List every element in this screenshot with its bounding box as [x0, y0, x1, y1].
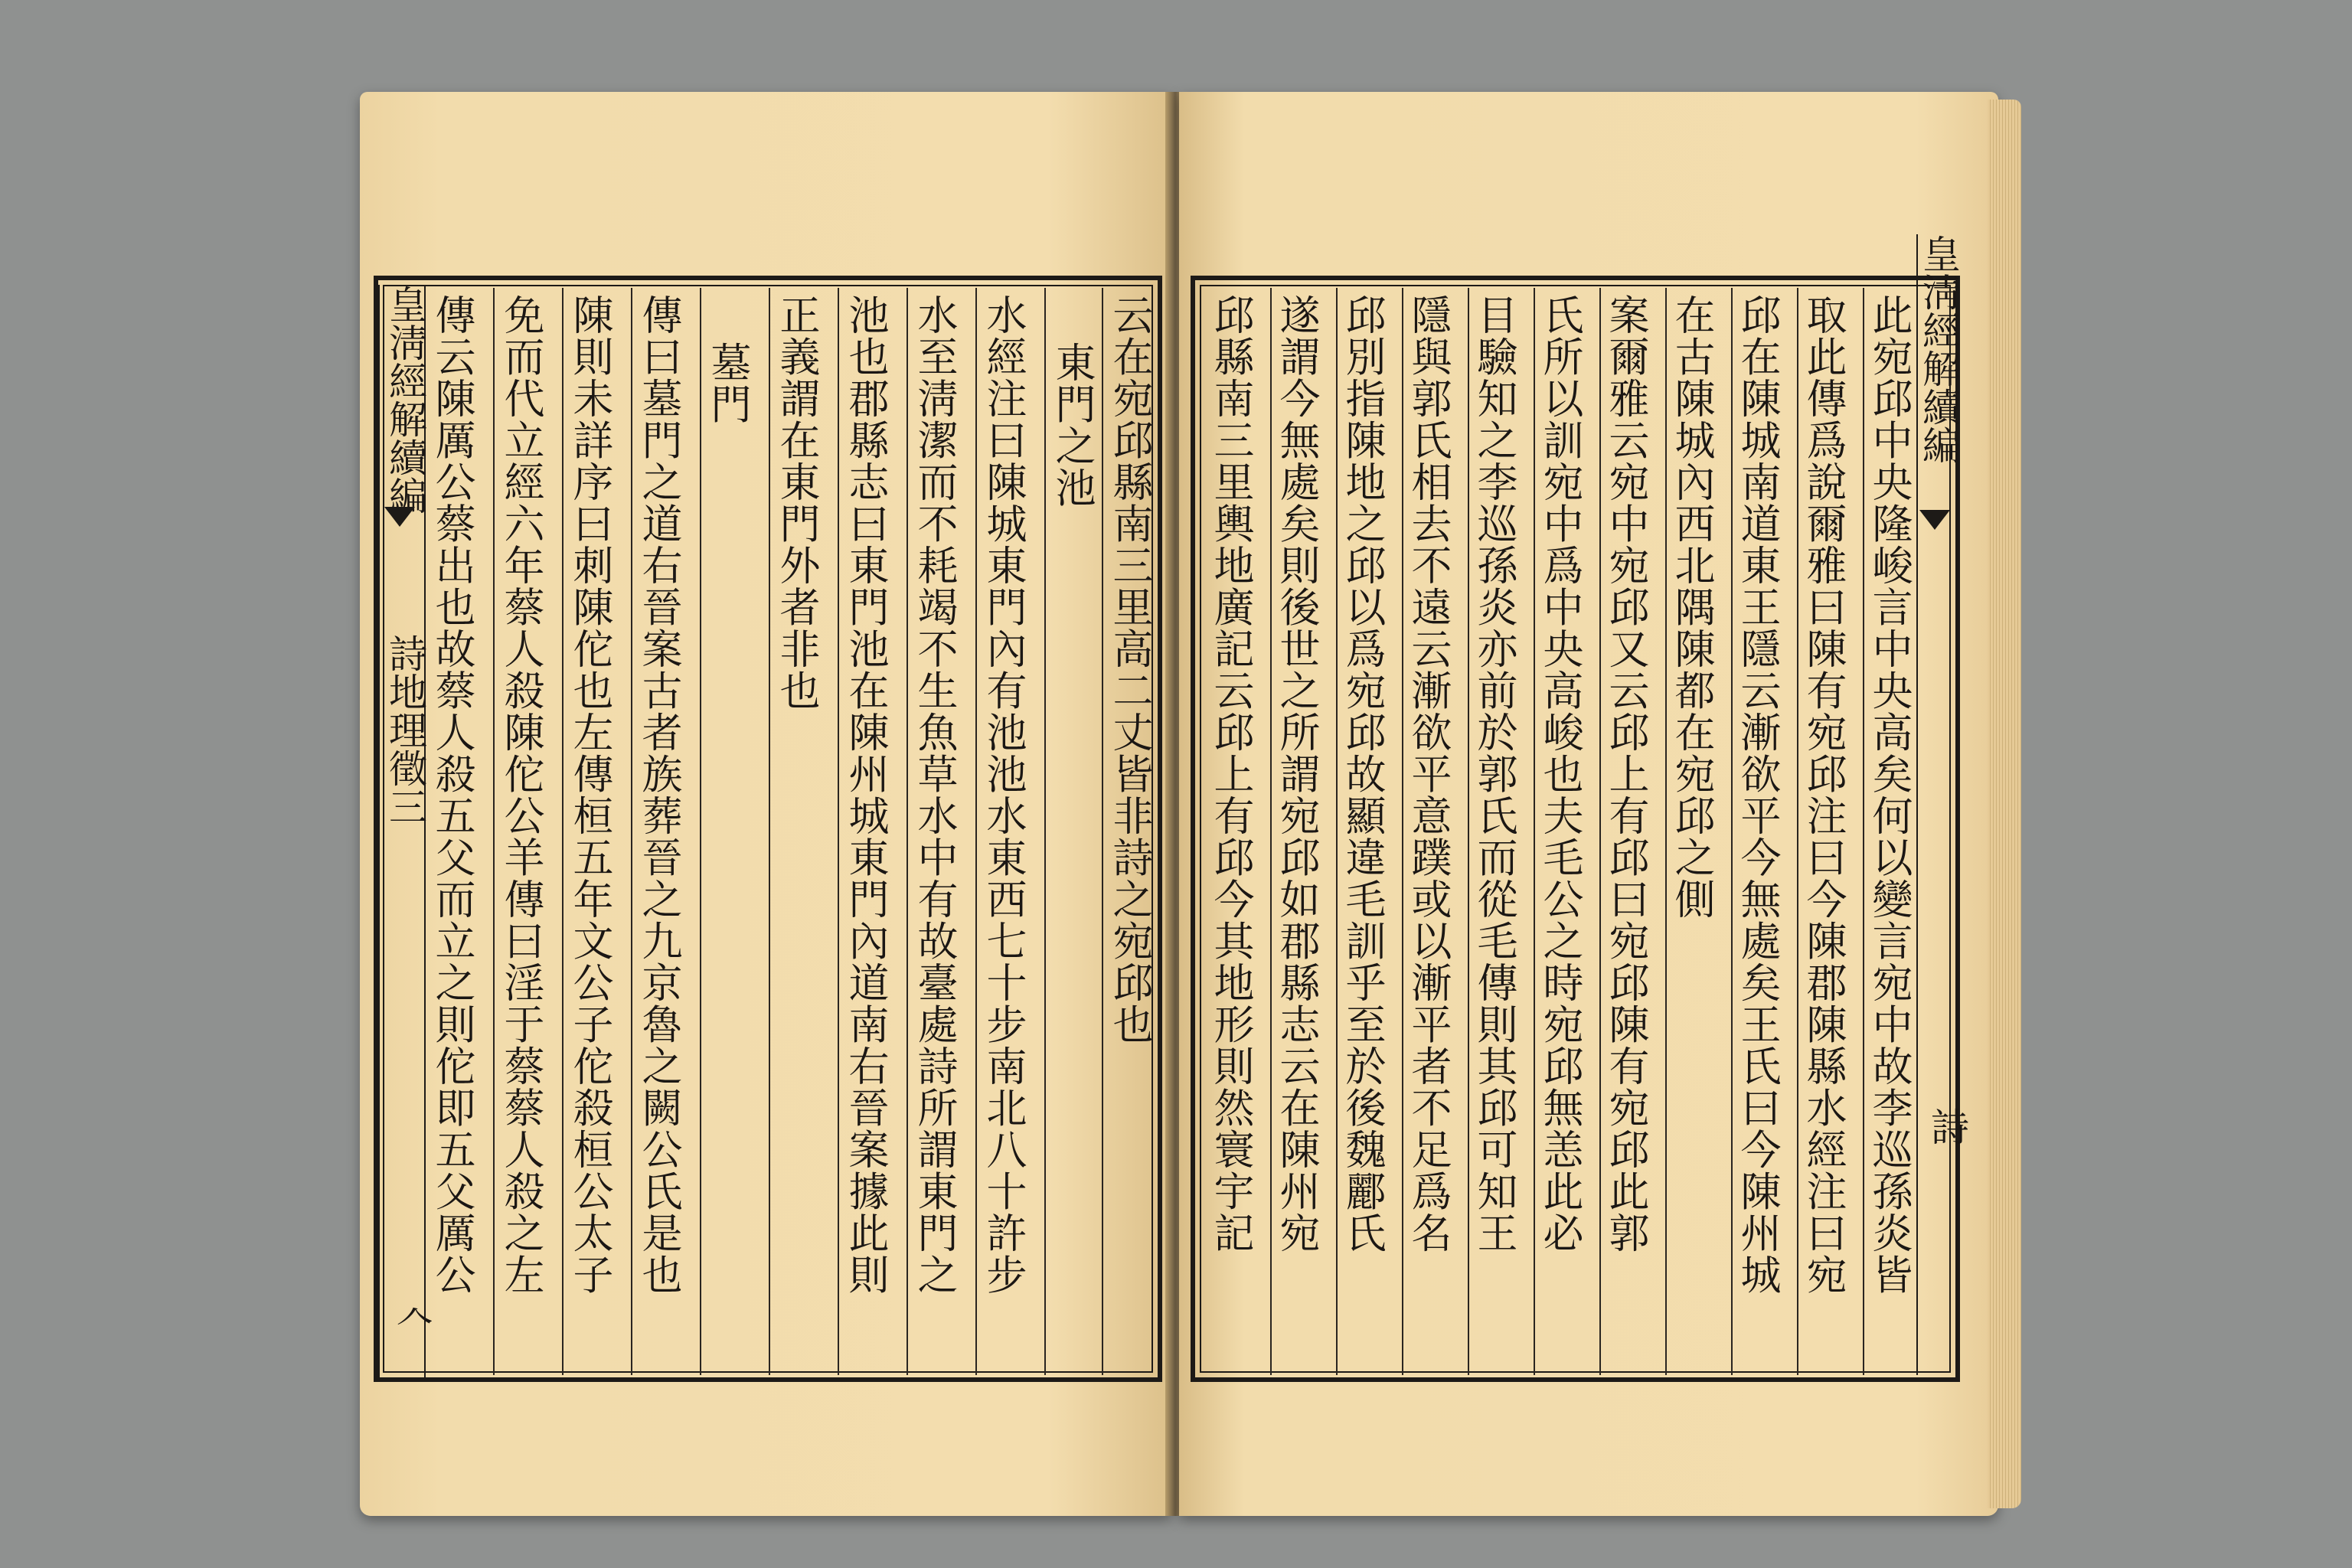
right-col-5: 案爾雅云宛中宛邱又云邱上有邱曰宛邱陳有宛邱此郭: [1602, 294, 1649, 1254]
left-margin-section: 詩地理徵三: [383, 634, 427, 825]
fishtail-mark: [384, 507, 415, 527]
right-col-2: 取此傳爲說爾雅曰陳有宛邱注曰今陳郡陳縣水經注曰宛: [1800, 294, 1847, 1295]
column-rule: [1731, 288, 1733, 1375]
page-edges: [1988, 100, 2021, 1508]
left-col-10: 免而代立經六年蔡人殺陳佗公羊傳曰淫于蔡蔡人殺之左: [498, 294, 544, 1295]
left-col-5: 池也郡縣志曰東門池在陳州城東門內道南右晉案據此則: [842, 294, 889, 1295]
left-col-7: 墓門: [704, 341, 751, 425]
column-rule: [700, 288, 701, 1375]
left-col-11: 傳云陳厲公蔡出也故蔡人殺五父而立之則佗即五父厲公: [429, 294, 475, 1295]
left-margin-title: 皇淸經解續編: [383, 285, 427, 514]
left-text-frame: [374, 276, 1162, 1382]
right-col-8: 隱與郭氏相去不遠云漸欲平意蹼或以漸平者不足爲名: [1405, 294, 1452, 1254]
column-rule: [631, 288, 632, 1375]
column-rule: [1336, 288, 1338, 1375]
left-folio: 𠆢: [390, 1298, 434, 1337]
right-col-4: 在古陳城內西北隅陳都在宛邱之側: [1668, 294, 1715, 920]
column-rule: [1797, 288, 1798, 1375]
left-col-3: 水經注曰陳城東門內有池池水東西七十步南北八十許步: [980, 294, 1027, 1295]
left-col-1: 云在宛邱縣南三里高二丈皆非詩之宛邱也: [1106, 294, 1153, 1045]
right-col-7: 目驗知之李巡孫炎亦前於郭氏而從毛傳則其邱可知王: [1471, 294, 1517, 1254]
column-rule: [1102, 288, 1103, 1375]
right-col-11: 邱縣南三里輿地廣記云邱上有邱今其地形則然寰宇記: [1207, 294, 1254, 1254]
column-rule: [1270, 288, 1272, 1375]
right-text-frame: [1191, 234, 1969, 1382]
left-col-4: 水至淸潔而不耗竭不生魚草水中有故臺處詩所謂東門之: [911, 294, 958, 1295]
right-folio: 詩: [1925, 1107, 1969, 1145]
column-rule: [1468, 288, 1469, 1375]
column-rule: [1863, 288, 1864, 1375]
left-margin-column: [378, 285, 426, 1380]
right-col-3: 邱在陳城南道東王隱云漸欲平今無處矣王氏曰今陳州城: [1734, 294, 1781, 1295]
right-col-9: 邱別指陳地之邱以爲宛邱故顯違毛訓乎至於後魏酈氏: [1339, 294, 1386, 1254]
column-rule: [1599, 288, 1601, 1375]
right-col-6: 氏所以訓宛中爲中央高峻也夫毛公之時宛邱無恙此必: [1537, 294, 1583, 1254]
column-rule: [975, 288, 977, 1375]
left-col-8: 傳曰墓門之道右晉案古者族葬晉之九京魯之闕公氏是也: [635, 294, 682, 1295]
column-rule: [1402, 288, 1403, 1375]
column-rule: [562, 288, 564, 1375]
column-rule: [1665, 288, 1667, 1375]
column-rule: [1534, 288, 1535, 1375]
left-col-9: 陳則未詳序曰刺陳佗也左傳桓五年文公子佗殺桓公太子: [567, 294, 613, 1295]
column-rule: [906, 288, 908, 1375]
right-margin-title: 皇淸經解續編: [1916, 234, 1961, 464]
left-col-2: 東門之池: [1049, 341, 1096, 508]
right-col-1: 此宛邱中央隆峻言中央高矣何以變言宛中故李巡孫炎皆: [1866, 294, 1913, 1295]
fishtail-mark: [1919, 510, 1950, 530]
column-rule: [838, 288, 839, 1375]
column-rule: [769, 288, 770, 1375]
left-col-6: 正義謂在東門外者非也: [773, 294, 820, 711]
column-rule: [1044, 288, 1046, 1375]
right-margin-column: [1916, 234, 1961, 1375]
column-rule: [493, 288, 495, 1375]
right-col-10: 遂謂今無處矣則後世之所謂宛邱如郡縣志云在陳州宛: [1273, 294, 1320, 1254]
